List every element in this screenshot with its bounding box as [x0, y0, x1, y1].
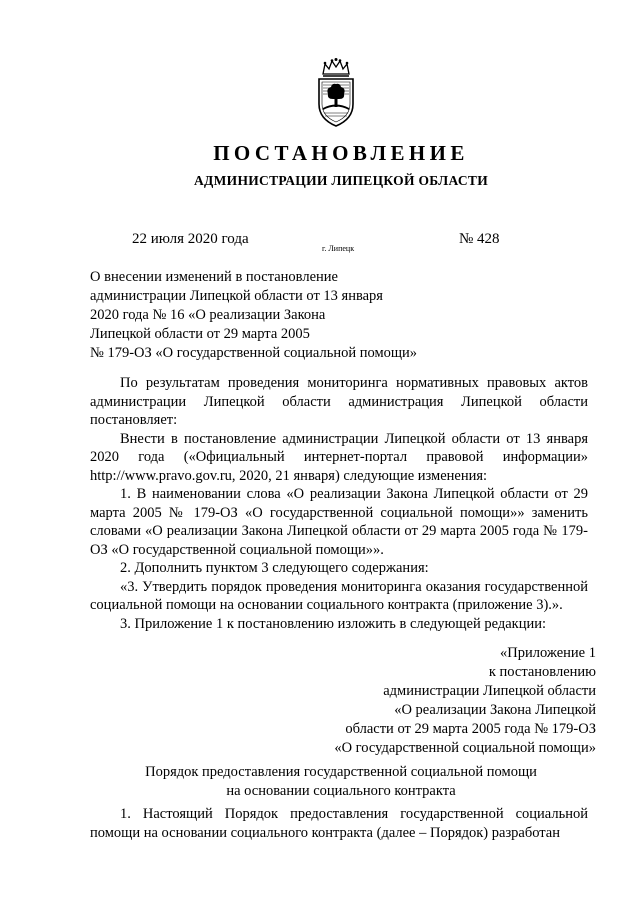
- section-title-line: на основании социального контракта: [226, 782, 456, 799]
- subject-line: администрации Липецкой области от 13 января: [90, 288, 383, 304]
- document-body: [90, 374, 588, 633]
- appendix-line: области от 29 марта 2005 года № 179-ОЗ: [345, 721, 596, 737]
- document-number: № 428: [459, 231, 500, 247]
- body-paragraph: По результатам проведения мониторинга нормативных правовых актов администрации Липецкой области администрация Липецкой области постановляет:: [90, 375, 588, 428]
- body-paragraph: 2. Дополнить пунктом 3 следующего содержания:: [120, 560, 429, 576]
- section-paragraph: 1. Настоящий Порядок предоставления государственной социальной помощи на основании социального контракта (далее – Порядок) разработан: [90, 806, 588, 841]
- appendix-line: к постановлению: [488, 664, 596, 680]
- document-subtitle: АДМИНИСТРАЦИИ ЛИПЕЦКОЙ ОБЛАСТИ: [193, 173, 489, 188]
- document-subject: [90, 268, 450, 363]
- appendix-line: «Приложение 1: [500, 645, 596, 661]
- section-body: [90, 805, 588, 843]
- appendix-line: «О государственной социальной помощи»: [334, 740, 596, 756]
- section-title-line: Порядок предоставления государственной социальной помощи: [145, 764, 537, 780]
- appendix-header: [334, 644, 596, 758]
- subject-line: Липецкой области от 29 марта 2005: [90, 326, 310, 342]
- document-date: 22 июля 2020 года: [132, 231, 249, 247]
- appendix-line: администрации Липецкой области: [383, 683, 596, 699]
- coat-of-arms-icon: [312, 58, 360, 128]
- section-title: [0, 763, 640, 800]
- subject-line: О внесении изменений в постановление: [90, 269, 338, 285]
- body-paragraph: «3. Утвердить порядок проведения мониторинга оказания государственной социальной помощи на основании социального контракта (приложение 3).».: [90, 578, 588, 613]
- document-city: г. Липецк: [322, 244, 355, 253]
- subject-line: № 179-ОЗ «О государственной социальной помощи»: [90, 345, 418, 361]
- document-title: ПОСТАНОВЛЕНИЕ: [213, 141, 469, 165]
- body-paragraph: 1. В наименовании слова «О реализации Закона Липецкой области от 29 марта 2005 № 179-ОЗ «О государственной социальной помощи»» заменить словами «О реализации Закона Липецкой области от 29 марта 2005 года № 179-ОЗ «О государственной социальной помощи»».: [90, 486, 588, 558]
- body-paragraph: Внести в постановление администрации Липецкой области от 13 января 2020 года («Официальный интернет-портал правовой информации» http://www.pravo.gov.ru, 2020, 21 января) следующие изменения:: [90, 430, 588, 484]
- body-paragraph: 3. Приложение 1 к постановлению изложить в следующей редакции:: [120, 615, 547, 632]
- subject-line: 2020 года № 16 «О реализации Закона: [90, 307, 326, 323]
- appendix-line: «О реализации Закона Липецкой: [394, 702, 596, 718]
